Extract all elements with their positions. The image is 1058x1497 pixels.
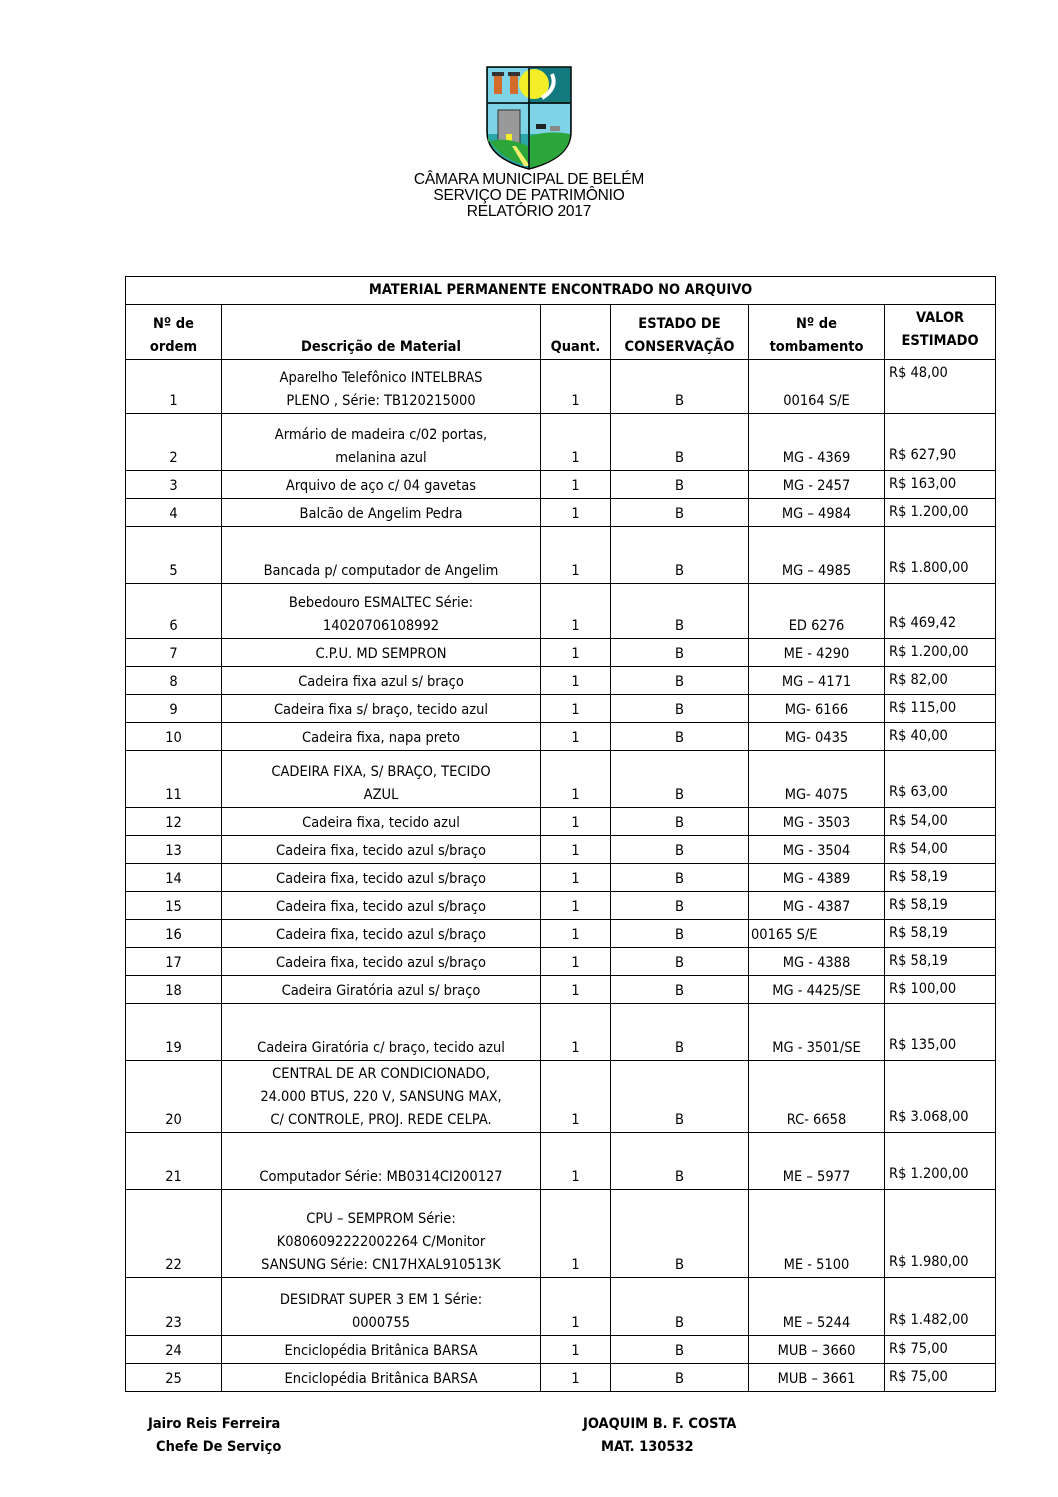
descricao-line: Aparelho Telefônico INTELBRAS: [279, 370, 483, 386]
cell-quant: 1: [541, 1133, 611, 1190]
cell-descricao: [222, 1364, 541, 1392]
cell-estado: B: [611, 1336, 749, 1364]
descricao-line: C.P.U. MD SEMPRON: [315, 646, 447, 662]
cell-descricao: [222, 1190, 541, 1278]
descricao-line: 0000755: [351, 1315, 411, 1331]
cell-ordem: 19: [126, 1004, 222, 1061]
cell-tombamento: MG - 4388: [749, 948, 885, 976]
cell-estado: B: [611, 920, 749, 948]
cell-tombamento: MG – 4985: [749, 527, 885, 584]
cell-estado: B: [611, 1364, 749, 1392]
table-row: [126, 948, 996, 976]
cell-valor: R$ 135,00: [885, 1004, 996, 1061]
cell-tombamento: ME - 5100: [749, 1190, 885, 1278]
descricao-line: Cadeira fixa azul s/ braço: [298, 674, 464, 690]
cell-tombamento: 00165 S/E: [749, 920, 885, 948]
descricao-line: 24.000 BTUS, 220 V, SANSUNG MAX,: [260, 1089, 502, 1105]
cell-quant: 1: [541, 976, 611, 1004]
table-row: [126, 751, 996, 808]
cell-ordem: 25: [126, 1364, 222, 1392]
cell-tombamento: MG - 4389: [749, 864, 885, 892]
cell-estado: B: [611, 471, 749, 499]
cell-quant: 1: [541, 948, 611, 976]
cell-ordem: 23: [126, 1278, 222, 1336]
descricao-line: SANSUNG Série: CN17HXAL910513K: [261, 1257, 501, 1273]
col-header-valor: VALOR ESTIMADO: [885, 305, 996, 360]
col-header-quant: Quant.: [541, 305, 611, 360]
table-row: [126, 414, 996, 471]
cell-valor: R$ 1.200,00: [885, 499, 996, 527]
cell-valor: R$ 75,00: [885, 1336, 996, 1364]
cell-ordem: 14: [126, 864, 222, 892]
cell-descricao: [222, 976, 541, 1004]
table-row: [126, 1336, 996, 1364]
cell-quant: 1: [541, 360, 611, 414]
cell-estado: B: [611, 584, 749, 639]
table-row: [126, 667, 996, 695]
cell-descricao: [222, 836, 541, 864]
cell-estado: B: [611, 414, 749, 471]
cell-valor: R$ 58,19: [885, 864, 996, 892]
signature-left-role: Chefe De Serviço: [156, 1439, 282, 1455]
descricao-line: 14020706108992: [322, 618, 440, 634]
descricao-line: Cadeira fixa, tecido azul s/braço: [276, 955, 486, 971]
cell-tombamento: MG - 3501/SE: [749, 1004, 885, 1061]
cell-descricao: [222, 667, 541, 695]
descricao-line: Cadeira fixa s/ braço, tecido azul: [273, 702, 489, 718]
cell-ordem: 10: [126, 723, 222, 751]
cell-ordem: 9: [126, 695, 222, 723]
cell-valor: R$ 40,00: [885, 723, 996, 751]
cell-estado: B: [611, 360, 749, 414]
descricao-line: AZUL: [363, 787, 399, 803]
descricao-line: Computador Série: MB0314CI200127: [259, 1169, 503, 1185]
cell-quant: 1: [541, 892, 611, 920]
cell-valor: R$ 58,19: [885, 920, 996, 948]
cell-valor: R$ 54,00: [885, 836, 996, 864]
header-line-2: SERVIÇO DE PATRIMÔNIO: [433, 187, 625, 204]
descricao-line: Enciclopédia Britânica BARSA: [284, 1343, 478, 1359]
cell-tombamento: MG- 4075: [749, 751, 885, 808]
inventory-table: [125, 276, 996, 1392]
cell-descricao: [222, 414, 541, 471]
cell-descricao: [222, 723, 541, 751]
cell-valor: R$ 63,00: [885, 751, 996, 808]
cell-tombamento: MG - 3504: [749, 836, 885, 864]
cell-estado: B: [611, 1190, 749, 1278]
signature-left-name: Jairo Reis Ferreira: [148, 1416, 281, 1432]
cell-descricao: [222, 808, 541, 836]
cell-quant: 1: [541, 1278, 611, 1336]
descricao-line: melanina azul: [335, 450, 427, 466]
cell-tombamento: ME – 5977: [749, 1133, 885, 1190]
cell-estado: B: [611, 1278, 749, 1336]
descricao-line: Bancada p/ computador de Angelim: [263, 563, 499, 579]
cell-valor: R$ 627,90: [885, 414, 996, 471]
table-row: [126, 471, 996, 499]
descricao-line: DESIDRAT SUPER 3 EM 1 Série:: [279, 1292, 483, 1308]
col-header-ordem: Nº de ordem: [126, 305, 222, 360]
cell-ordem: 18: [126, 976, 222, 1004]
cell-quant: 1: [541, 667, 611, 695]
cell-valor: R$ 54,00: [885, 808, 996, 836]
cell-quant: 1: [541, 920, 611, 948]
cell-quant: 1: [541, 1190, 611, 1278]
descricao-line: Bebedouro ESMALTEC Série:: [288, 595, 474, 611]
cell-valor: R$ 1.200,00: [885, 639, 996, 667]
cell-tombamento: MG - 3503: [749, 808, 885, 836]
cell-descricao: [222, 1133, 541, 1190]
descricao-line: Cadeira Giratória c/ braço, tecido azul: [257, 1040, 505, 1056]
cell-ordem: 1: [126, 360, 222, 414]
cell-quant: 1: [541, 836, 611, 864]
cell-estado: B: [611, 864, 749, 892]
table-row: [126, 723, 996, 751]
cell-quant: 1: [541, 527, 611, 584]
table-row: [126, 836, 996, 864]
cell-tombamento: ME – 5244: [749, 1278, 885, 1336]
cell-tombamento: RC- 6658: [749, 1061, 885, 1133]
signature-left: [148, 1413, 281, 1459]
cell-valor: R$ 3.068,00: [885, 1061, 996, 1133]
cell-valor: R$ 163,00: [885, 471, 996, 499]
cell-ordem: 6: [126, 584, 222, 639]
cell-descricao: [222, 527, 541, 584]
cell-ordem: 24: [126, 1336, 222, 1364]
cell-estado: B: [611, 527, 749, 584]
descricao-line: Cadeira fixa, tecido azul s/braço: [276, 927, 486, 943]
cell-estado: B: [611, 892, 749, 920]
cell-quant: 1: [541, 1336, 611, 1364]
cell-descricao: [222, 584, 541, 639]
cell-ordem: 17: [126, 948, 222, 976]
table-row: [126, 499, 996, 527]
cell-ordem: 8: [126, 667, 222, 695]
table-row: [126, 527, 996, 584]
cell-ordem: 21: [126, 1133, 222, 1190]
cell-ordem: 12: [126, 808, 222, 836]
col-header-tombamento: Nº de tombamento: [749, 305, 885, 360]
table-row: [126, 1278, 996, 1336]
cell-quant: 1: [541, 584, 611, 639]
cell-valor: R$ 115,00: [885, 695, 996, 723]
cell-ordem: 5: [126, 527, 222, 584]
cell-tombamento: MG - 4425/SE: [749, 976, 885, 1004]
table-row: [126, 920, 996, 948]
cell-ordem: 13: [126, 836, 222, 864]
cell-tombamento: MUB – 3661: [749, 1364, 885, 1392]
cell-ordem: 16: [126, 920, 222, 948]
table-row: [126, 639, 996, 667]
descricao-line: Cadeira fixa, tecido azul s/braço: [276, 899, 486, 915]
cell-descricao: [222, 948, 541, 976]
cell-descricao: [222, 695, 541, 723]
table-title: MATERIAL PERMANENTE ENCONTRADO NO ARQUIVO: [126, 277, 996, 305]
cell-quant: 1: [541, 695, 611, 723]
header-line-1: CÂMARA MUNICIPAL DE BELÉM: [413, 171, 645, 188]
cell-estado: B: [611, 1061, 749, 1133]
municipal-crest-icon: [486, 66, 572, 170]
descricao-line: Cadeira fixa, tecido azul s/braço: [276, 871, 486, 887]
cell-estado: B: [611, 499, 749, 527]
cell-quant: 1: [541, 499, 611, 527]
table-row: [126, 695, 996, 723]
cell-tombamento: MG - 4369: [749, 414, 885, 471]
cell-valor: R$ 100,00: [885, 976, 996, 1004]
descricao-line: Enciclopédia Britânica BARSA: [284, 1371, 478, 1387]
cell-valor: R$ 1.980,00: [885, 1190, 996, 1278]
col-header-estado: ESTADO DE CONSERVAÇÃO: [611, 305, 749, 360]
descricao-line: Cadeira fixa, napa preto: [302, 730, 460, 746]
cell-descricao: [222, 1278, 541, 1336]
descricao-line: PLENO , Série: TB120215000: [286, 393, 476, 409]
cell-descricao: [222, 1336, 541, 1364]
cell-descricao: [222, 864, 541, 892]
cell-descricao: [222, 892, 541, 920]
cell-valor: R$ 1.482,00: [885, 1278, 996, 1336]
cell-quant: 1: [541, 414, 611, 471]
cell-descricao: [222, 499, 541, 527]
cell-quant: 1: [541, 723, 611, 751]
cell-estado: B: [611, 723, 749, 751]
cell-valor: R$ 58,19: [885, 892, 996, 920]
table-row: [126, 808, 996, 836]
cell-ordem: 22: [126, 1190, 222, 1278]
descricao-line: Cadeira fixa, tecido azul: [302, 815, 460, 831]
cell-valor: R$ 1.200,00: [885, 1133, 996, 1190]
cell-ordem: 11: [126, 751, 222, 808]
cell-valor: R$ 1.800,00: [885, 527, 996, 584]
descricao-line: C/ CONTROLE, PROJ. REDE CELPA.: [270, 1112, 492, 1128]
cell-ordem: 4: [126, 499, 222, 527]
signature-right-name: JOAQUIM B. F. COSTA: [583, 1416, 737, 1432]
table-row: [126, 976, 996, 1004]
signature-right: [583, 1413, 736, 1459]
table-row: [126, 892, 996, 920]
table-row: [126, 1004, 996, 1061]
cell-ordem: 15: [126, 892, 222, 920]
table-row: [126, 360, 996, 414]
cell-quant: 1: [541, 471, 611, 499]
cell-estado: B: [611, 808, 749, 836]
cell-quant: 1: [541, 808, 611, 836]
cell-estado: B: [611, 836, 749, 864]
document-header: [0, 172, 1058, 220]
cell-valor: R$ 75,00: [885, 1364, 996, 1392]
cell-tombamento: MUB – 3660: [749, 1336, 885, 1364]
cell-quant: 1: [541, 864, 611, 892]
descricao-line: K0806092222002264 C/Monitor: [276, 1234, 486, 1250]
descricao-line: Arquivo de aço c/ 04 gavetas: [285, 478, 477, 494]
col-header-descricao: Descrição de Material: [222, 305, 541, 360]
cell-tombamento: ME - 4290: [749, 639, 885, 667]
descricao-line: Cadeira fixa, tecido azul s/braço: [276, 843, 486, 859]
cell-quant: 1: [541, 1364, 611, 1392]
descricao-line: Armário de madeira c/02 portas,: [274, 427, 488, 443]
descricao-line: CENTRAL DE AR CONDICIONADO,: [272, 1066, 490, 1082]
table-row: [126, 1190, 996, 1278]
cell-estado: B: [611, 948, 749, 976]
header-line-3: RELATÓRIO 2017: [466, 203, 592, 220]
table-row: [126, 864, 996, 892]
cell-descricao: [222, 1004, 541, 1061]
signature-right-role: MAT. 130532: [601, 1439, 694, 1455]
cell-estado: B: [611, 976, 749, 1004]
cell-tombamento: MG - 2457: [749, 471, 885, 499]
cell-descricao: [222, 471, 541, 499]
descricao-line: CADEIRA FIXA, S/ BRAÇO, TECIDO: [271, 764, 491, 780]
cell-quant: 1: [541, 751, 611, 808]
table-row: [126, 1364, 996, 1392]
cell-descricao: [222, 920, 541, 948]
cell-valor: R$ 58,19: [885, 948, 996, 976]
cell-descricao: [222, 639, 541, 667]
cell-descricao: [222, 751, 541, 808]
cell-descricao: [222, 360, 541, 414]
cell-tombamento: MG – 4984: [749, 499, 885, 527]
cell-ordem: 7: [126, 639, 222, 667]
cell-valor: R$ 469,42: [885, 584, 996, 639]
cell-valor: R$ 82,00: [885, 667, 996, 695]
descricao-line: CPU – SEMPROM Série:: [306, 1211, 456, 1227]
cell-descricao: [222, 1061, 541, 1133]
cell-quant: 1: [541, 1061, 611, 1133]
cell-tombamento: MG- 0435: [749, 723, 885, 751]
cell-tombamento: 00164 S/E: [749, 360, 885, 414]
cell-estado: B: [611, 1004, 749, 1061]
table-row: [126, 1133, 996, 1190]
cell-tombamento: MG- 6166: [749, 695, 885, 723]
cell-ordem: 3: [126, 471, 222, 499]
table-header-row: [126, 305, 996, 360]
cell-estado: B: [611, 639, 749, 667]
table-row: [126, 1061, 996, 1133]
cell-tombamento: MG – 4171: [749, 667, 885, 695]
cell-estado: B: [611, 1133, 749, 1190]
descricao-line: Cadeira Giratória azul s/ braço: [281, 983, 481, 999]
cell-quant: 1: [541, 639, 611, 667]
cell-estado: B: [611, 751, 749, 808]
cell-estado: B: [611, 667, 749, 695]
cell-valor: R$ 48,00: [885, 360, 996, 414]
table-row: [126, 584, 996, 639]
cell-ordem: 2: [126, 414, 222, 471]
cell-quant: 1: [541, 1004, 611, 1061]
cell-tombamento: ED 6276: [749, 584, 885, 639]
descricao-line: Balcão de Angelim Pedra: [299, 506, 463, 522]
cell-ordem: 20: [126, 1061, 222, 1133]
cell-tombamento: MG - 4387: [749, 892, 885, 920]
cell-estado: B: [611, 695, 749, 723]
